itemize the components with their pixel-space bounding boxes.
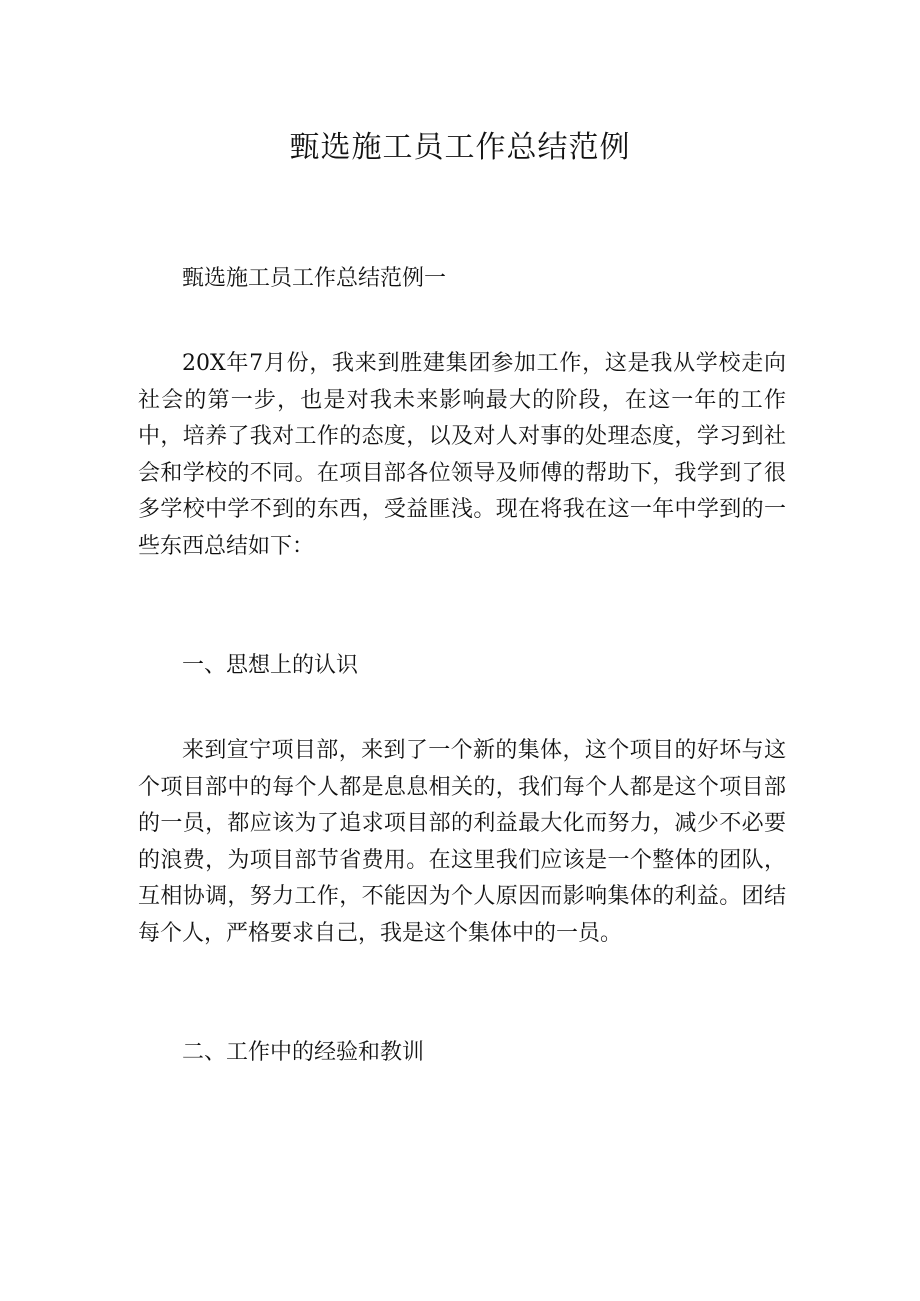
section-heading-thinking: 一、思想上的认识: [182, 653, 359, 678]
document-title: 甄选施工员工作总结范例: [289, 130, 631, 165]
section-heading-experience: 二、工作中的经验和教训: [182, 1040, 425, 1065]
thinking-paragraph: 来到宣宁项目部，来到了一个新的集体，这个项目的好坏与这个项目部中的每个人都是息息相关的，我们每个人都是这个项目部的一员，都应该为了追求项目部的利益最大化而努力，减少不必要的浪费，为项目部节省费用。在这里我们应该是一个整体的团队，互相协调，努力工作，不能因为个人原因而影响集体的利益。团结每个人，严格要求自己，我是这个集体中的一员。: [138, 738, 786, 946]
intro-paragraph: 20X年7月份，我来到胜建集团参加工作，这是我从学校走向社会的第一步，也是对我未来影响最大的阶段，在这一年的工作中，培养了我对工作的态度，以及对人对事的处理态度，学习到社会和学校的不同。在项目部各位领导及师傅的帮助下，我学到了很多学校中学不到的东西，受益匪浅。现在将我在这一年中学到的一些东西总结如下：: [138, 351, 786, 559]
document-subheading: 甄选施工员工作总结范例一: [182, 266, 447, 291]
